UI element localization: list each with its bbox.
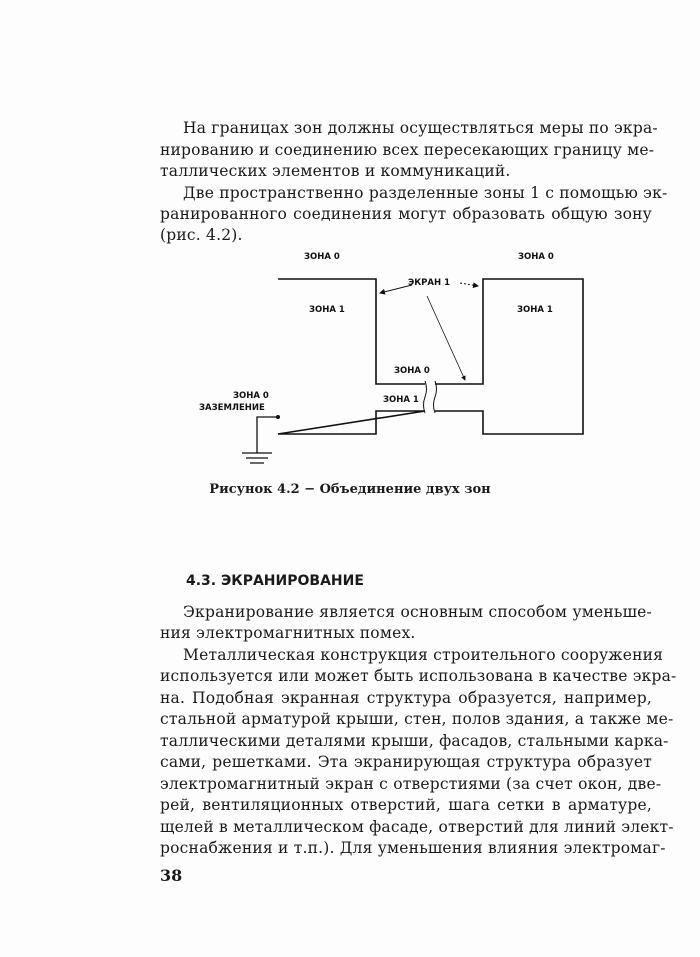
zone-outline: [278, 279, 583, 434]
break-mark: [424, 381, 437, 413]
text-line: ранированного соединения могут образовать общую зону: [160, 205, 652, 223]
label: ЗАЗЕМЛЕНИЕ: [199, 403, 265, 413]
label: ЗОНА 0: [233, 391, 269, 401]
text-line: сами, решетками. Эта экранирующая структура образует: [160, 753, 652, 771]
text-line: таллических элементов и коммуникаций.: [160, 162, 511, 180]
text-line: электромагнитный экран с отверстиями (за счет окон, две-: [160, 775, 662, 793]
text-line: щелей в металлическом фасаде, отверстий для линий элект-: [160, 818, 674, 836]
page-number: 38: [160, 866, 183, 885]
text-line: Экранирование является основным способом уменьше-: [183, 603, 652, 621]
text-line: Две пространственно разделенные зоны 1 с помощью эк-: [183, 184, 668, 202]
text-line: роснабжения и т.п.). Для уменьшения влияния электромаг-: [160, 839, 666, 857]
ground-icon: [242, 417, 278, 463]
text-line: стальной арматурой крыши, стен, полов здания, а также ме-: [160, 710, 674, 728]
text-line: на. Подобная экранная структура образуется, например,: [160, 689, 652, 707]
text-line: нированию и соединению всех пересекающих границу ме-: [160, 141, 655, 159]
label: ЗОНА 0: [518, 252, 554, 262]
text-line: ния электромагнитных помех.: [160, 624, 416, 642]
text-line: (рис. 4.2).: [160, 226, 243, 244]
text-line: используется или может быть использована в качестве экра-: [160, 667, 677, 685]
text-line: таллическими деталями крыши, фасадов, стальными карка-: [160, 732, 669, 750]
label: ЗОНА 1: [517, 305, 553, 315]
figure-caption: Рисунок 4.2 − Объединение двух зон: [209, 482, 491, 497]
text-line: Металлическая конструкция строительного сооружения: [183, 646, 664, 664]
label: ЗОНА 0: [304, 252, 340, 262]
label: ЗОНА 0: [394, 366, 430, 376]
text-line: рей, вентиляционных отверстий, шага сетки в арматуре,: [160, 796, 652, 814]
text-line: На границах зон должны осуществляться меры по экра-: [183, 119, 658, 137]
label: ЗОНА 1: [383, 395, 419, 405]
arrow: [427, 296, 465, 380]
section-heading: 4.3. ЭКРАНИРОВАНИЕ: [186, 573, 364, 589]
arrow: [460, 283, 478, 286]
label: ЗОНА 1: [309, 305, 345, 315]
label: ЭКРАН 1: [408, 278, 450, 288]
